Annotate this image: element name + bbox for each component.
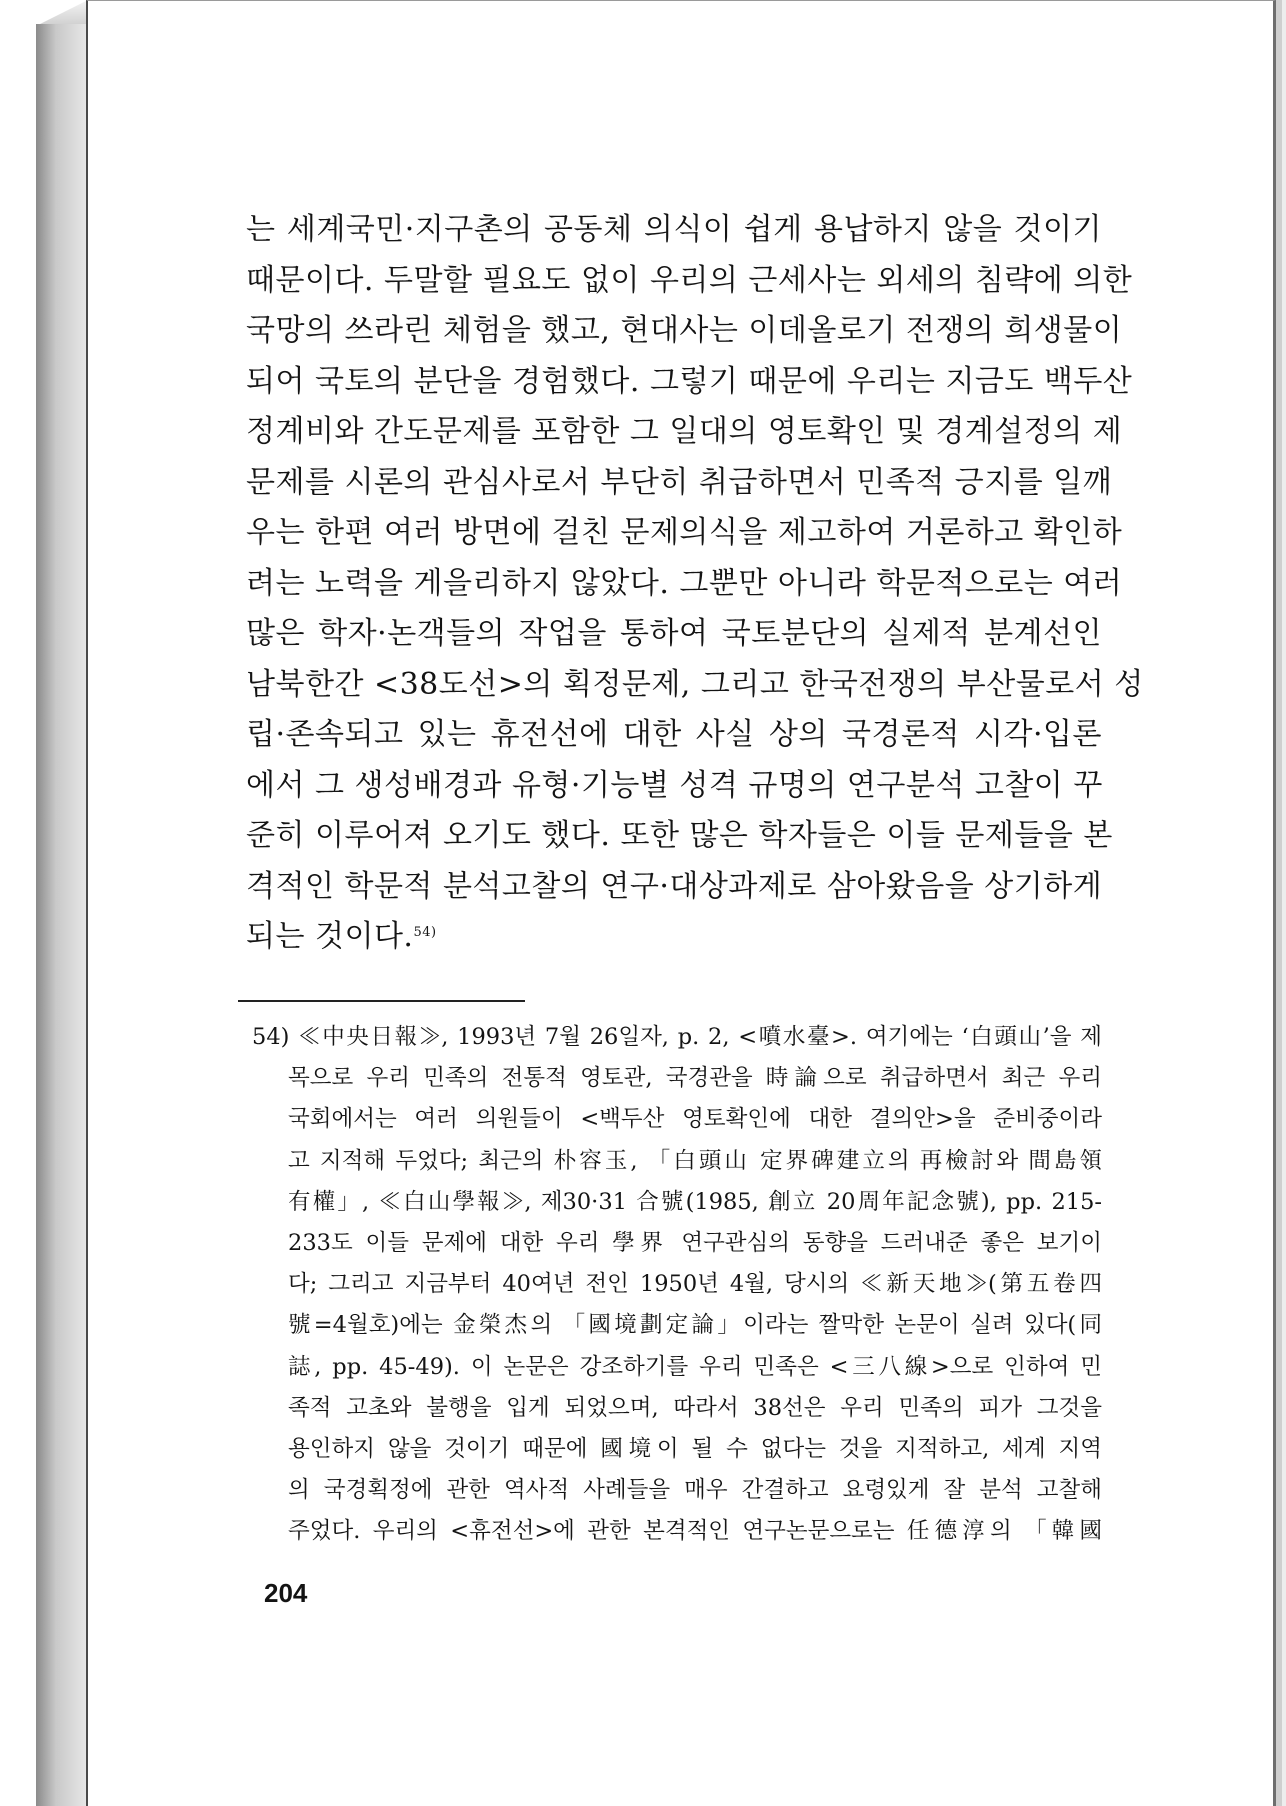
body-line: 준히 이루어져 오기도 했다. 또한 많은 학자들은 이들 문제들을 본: [246, 818, 1113, 853]
body-line: 는 세계국민·지구촌의 공동체 의식이 쉽게 용납하지 않을 것이기: [246, 212, 1102, 247]
footnote-line: 고 지적해 두었다; 최근의 朴容玉, 「白頭山 定界碑建立의 再檢討와 間島領: [288, 1147, 1102, 1174]
body-line: 우는 한편 여러 방면에 걸친 문제의식을 제고하여 거론하고 확인하: [246, 515, 1123, 550]
book-edge: [36, 24, 86, 1806]
body-line: 에서 그 생성배경과 유형·기능별 성격 규명의 연구분석 고찰이 꾸: [246, 767, 1103, 803]
body-line: 국망의 쓰라린 체험을 했고, 현대사는 이데올로기 전쟁의 희생물이: [246, 313, 1123, 348]
body-line-last: [246, 912, 1102, 963]
footnote: [252, 1017, 1102, 1553]
footnote-line: 주었다. 우리의 <휴전선>에 관한 본격적인 연구논문으로는 任德淳의 「韓國: [288, 1518, 1102, 1545]
body-text: [246, 205, 1144, 963]
body-line: 때문이다. 두말할 필요도 없이 우리의 근세사는 외세의 침략에 의한: [246, 262, 1133, 298]
footnote-line: 54) ≪中央日報≫, 1993년 7월 26일자, p. 2, <噴水臺>. 여기에는 ‘白頭山’을 제: [252, 1024, 1102, 1050]
footnote-line: 목으로 우리 민족의 전통적 영토관, 국경관을 時論으로 취급하면서 최근 우리: [288, 1065, 1102, 1092]
footnote-line: 號=4월호)에는 金榮杰의 「國境劃定論」이라는 짤막한 논문이 실려 있다(同: [288, 1312, 1102, 1339]
footnote-line: 용인하지 않을 것이기 때문에 國境이 될 수 없다는 것을 지적하고, 세계 지역: [288, 1436, 1102, 1463]
body-line: 립·존속되고 있는 휴전선에 대한 사실 상의 국경론적 시각·입론: [246, 717, 1102, 752]
page-number: 204: [264, 1578, 308, 1608]
footnote-reference[interactable]: 54): [413, 925, 437, 940]
footnote-line: 다; 그리고 지금부터 40여년 전인 1950년 4월, 당시의 ≪新天地≫(第五卷四: [288, 1271, 1102, 1298]
body-line: 많은 학자·논객들의 작업을 통하여 국토분단의 실제적 분계선인: [246, 616, 1102, 651]
footnote-divider: [238, 1000, 525, 1002]
footnote-line: 233도 이들 문제에 대한 우리 學界 연구관심의 동향을 드러내준 좋은 보기이: [288, 1230, 1102, 1257]
body-line: 문제를 시론의 관심사로서 부단히 취급하면서 민족적 긍지를 일깨: [246, 464, 1113, 500]
body-line: 정계비와 간도문제를 포함한 그 일대의 영토확인 및 경계설정의 제: [246, 414, 1123, 449]
body-line: 남북한간 <38도선>의 획정문제, 그리고 한국전쟁의 부산물로서 성: [246, 666, 1144, 702]
footnote-line: 국회에서는 여러 의원들이 <백두산 영토확인에 대한 결의안>을 준비중이라: [288, 1106, 1102, 1133]
body-line: 되어 국토의 분단을 경험했다. 그렇기 때문에 우리는 지금도 백두산: [246, 363, 1133, 399]
footnote-line: 족적 고초와 불행을 입게 되었으며, 따라서 38선은 우리 민족의 피가 그것을: [288, 1394, 1102, 1421]
body-line-text: 되는 것이다.: [246, 919, 414, 954]
book-spine-top: [36, 0, 88, 26]
footnote-line: 有權」, ≪白山學報≫, 제30·31 合號(1985, 創立 20周年記念號), pp. 215-: [288, 1188, 1102, 1215]
body-line: 격적인 학문적 분석고찰의 연구·대상과제로 삼아왔음을 상기하게: [246, 868, 1103, 904]
body-line: 려는 노력을 게을리하지 않았다. 그뿐만 아니라 학문적으로는 여러: [246, 565, 1123, 601]
footnote-line: 의 국경획정에 관한 역사적 사례들을 매우 간결하고 요령있게 잘 분석 고찰해: [288, 1477, 1102, 1504]
footnote-line: 誌, pp. 45-49). 이 논문은 강조하기를 우리 민족은 <三八線>으로 인하여 민: [288, 1353, 1102, 1380]
